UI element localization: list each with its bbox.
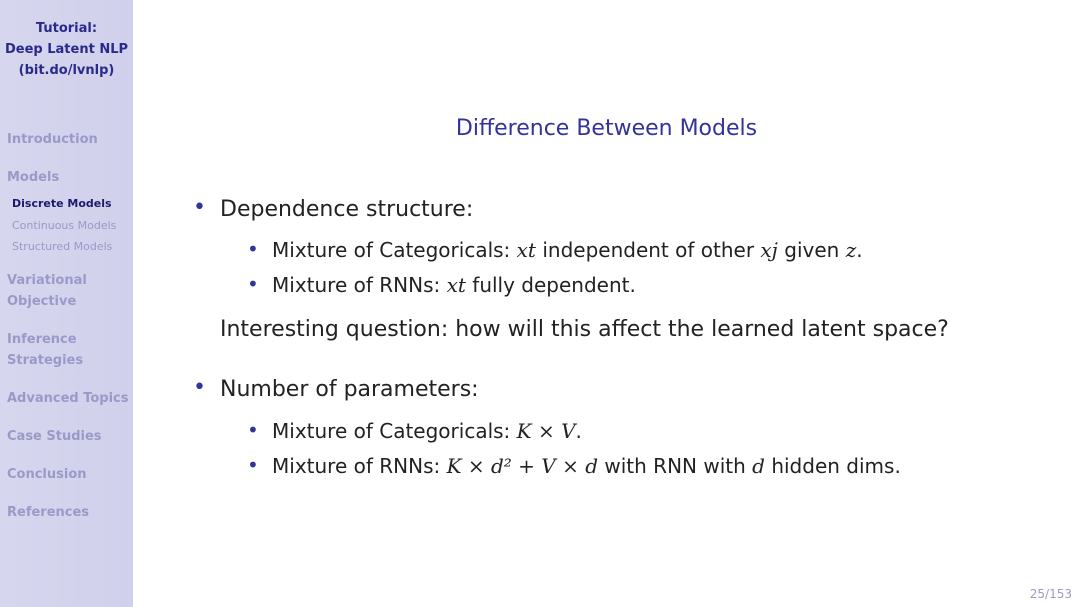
nav-section-label: Variational: [7, 273, 87, 288]
nav-section-inference-strategies[interactable]: [7, 329, 83, 371]
slide-title: Difference Between Models: [455, 116, 758, 141]
text-segment: with RNN with: [598, 454, 753, 478]
bullet-dot: •: [247, 453, 259, 477]
nav-section-conclusion[interactable]: [7, 464, 87, 485]
sidebar-navigation: [0, 0, 133, 607]
math-expression: z: [845, 238, 857, 262]
bullet-text: Dependence structure:: [220, 197, 474, 222]
text-segment: .: [856, 238, 863, 262]
text-segment: .: [575, 419, 582, 443]
nav-section-introduction[interactable]: [7, 129, 98, 150]
text-segment: Mixture of RNNs:: [272, 273, 447, 297]
bullet-dot: •: [247, 237, 259, 261]
nav-section-case-studies[interactable]: [7, 426, 102, 447]
tutorial-title-line: (bit.do/lvnlp): [18, 63, 115, 78]
math-expression: xt: [446, 273, 466, 297]
nav-section-label: Objective: [7, 294, 77, 309]
text-segment: independent of other: [535, 238, 761, 262]
text-segment: hidden dims.: [764, 454, 901, 478]
nav-section-label: References: [7, 505, 90, 520]
sub-bullet-categoricals-parameters: [247, 418, 582, 443]
nav-section-label: Inference: [7, 332, 77, 347]
math-expression: K × V: [516, 419, 576, 443]
math-expression: xj: [760, 238, 778, 262]
nav-section-advanced-topics[interactable]: [7, 388, 129, 409]
bullet-dot: •: [193, 195, 206, 220]
sub-bullet-categoricals-dependence: [247, 237, 863, 262]
nav-section-label: Conclusion: [7, 467, 87, 482]
bullet-number-of-parameters: [193, 375, 479, 402]
text-segment: Mixture of Categoricals:: [272, 419, 517, 443]
tutorial-title-line: Deep Latent NLP: [4, 42, 129, 57]
tutorial-title[interactable]: [0, 18, 133, 81]
bullet-dependence-structure: [193, 195, 474, 222]
text-segment: fully dependent.: [465, 273, 636, 297]
nav-subsection-discrete-models[interactable]: Discrete Models: [12, 197, 112, 210]
bullet-dot: •: [193, 375, 206, 400]
nav-section-models[interactable]: [7, 167, 59, 188]
nav-section-label: Case Studies: [7, 429, 102, 444]
bullet-dot: •: [247, 418, 259, 442]
text-segment: Mixture of Categoricals:: [272, 238, 517, 262]
nav-section-label: Advanced Topics: [7, 391, 129, 406]
page-number: 25/153: [1029, 587, 1072, 601]
math-expression: d: [752, 454, 765, 478]
sub-bullet-rnns-dependence: [247, 272, 636, 297]
text-segment: given: [777, 238, 846, 262]
nav-section-label: Models: [7, 170, 60, 185]
nav-section-label: Introduction: [7, 132, 98, 147]
interesting-question-text: Interesting question: how will this affect the learned latent space?: [220, 317, 949, 342]
tutorial-title-line: Tutorial:: [35, 21, 98, 36]
bullet-text: Number of parameters:: [220, 377, 479, 402]
sub-bullet-rnns-parameters: [247, 453, 901, 478]
math-expression: xt: [516, 238, 536, 262]
nav-section-references[interactable]: [7, 502, 89, 523]
nav-subsection-structured-models[interactable]: Structured Models: [12, 240, 113, 253]
nav-section-variational-objective[interactable]: [7, 270, 87, 312]
text-segment: Mixture of RNNs:: [272, 454, 447, 478]
nav-section-label: Strategies: [7, 353, 84, 368]
nav-subsection-continuous-models[interactable]: Continuous Models: [12, 219, 117, 232]
math-expression: K × d² + V × d: [446, 454, 599, 478]
bullet-dot: •: [247, 272, 259, 296]
